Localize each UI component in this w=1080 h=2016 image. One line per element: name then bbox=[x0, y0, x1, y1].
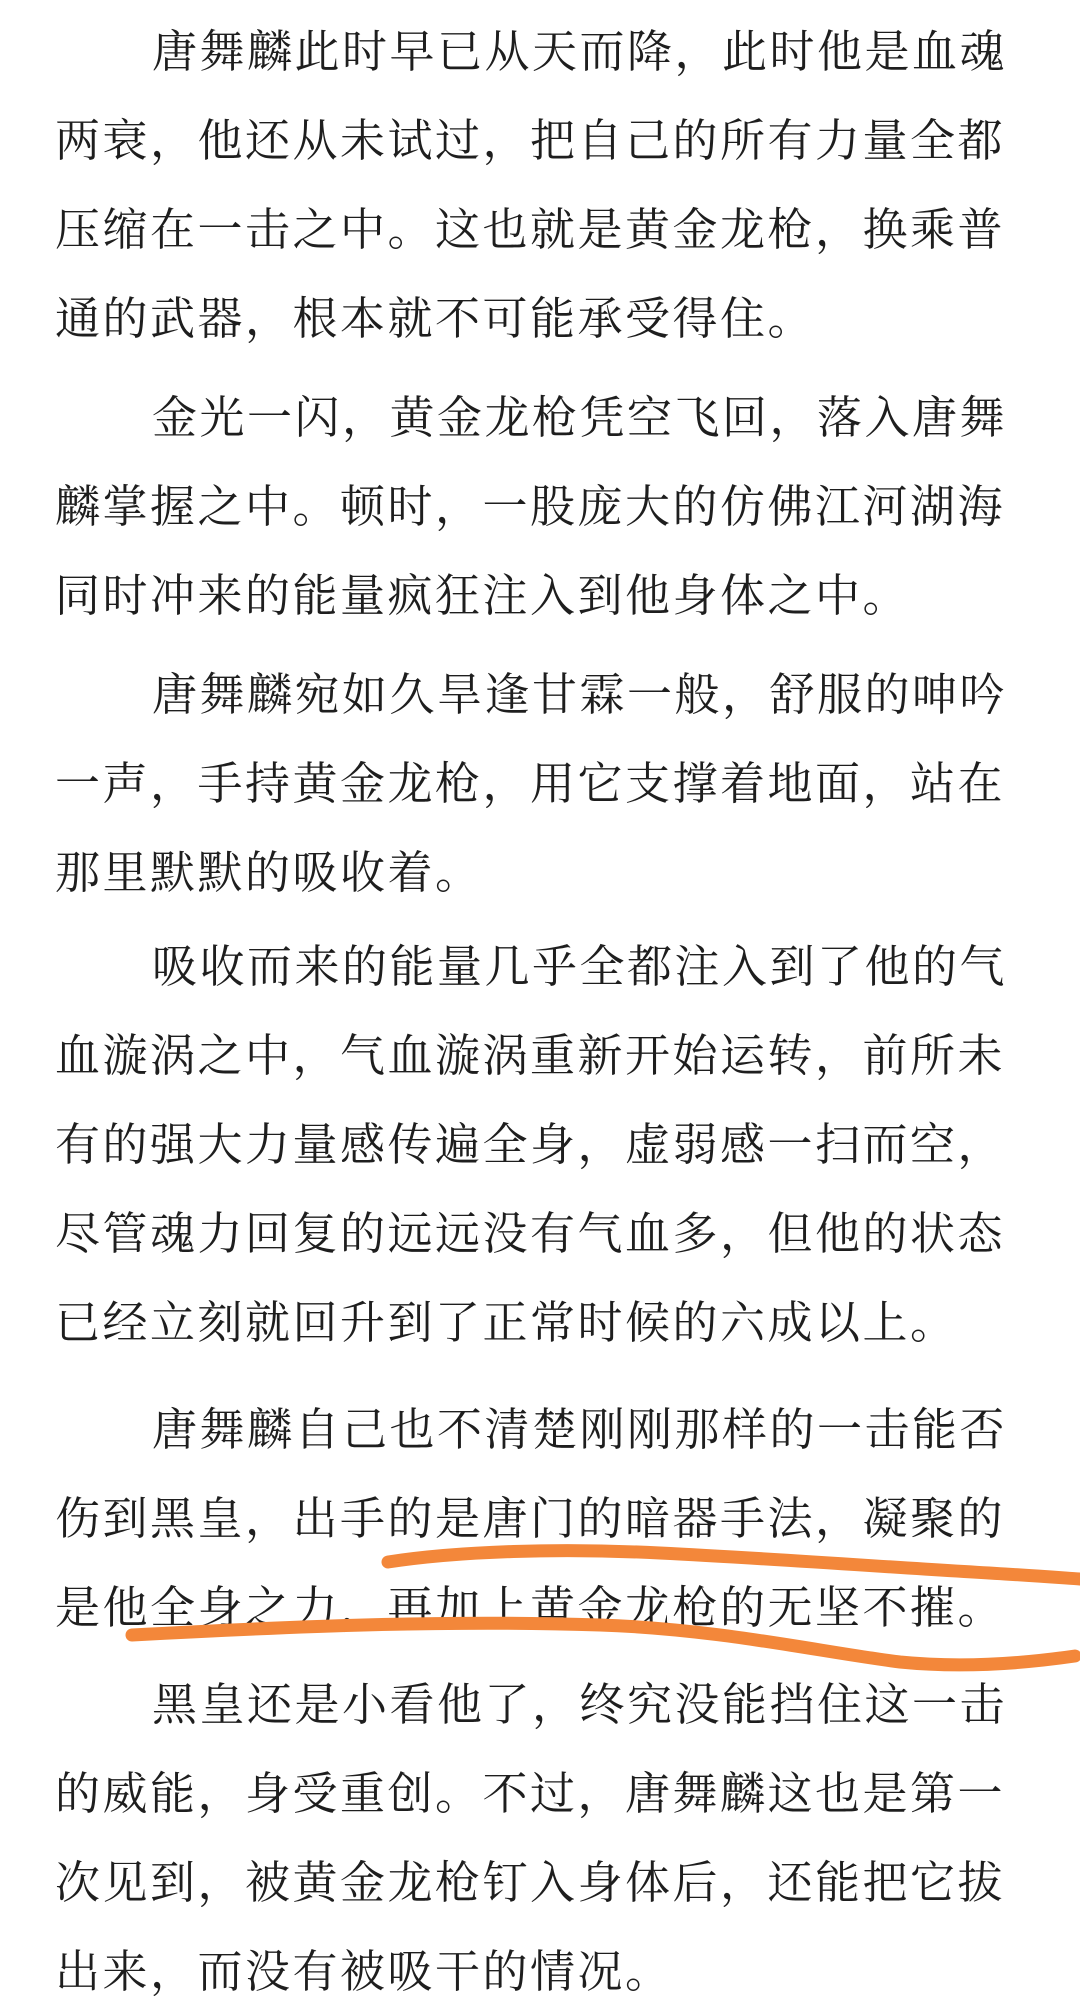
paragraph-4 bbox=[55, 922, 1025, 1367]
text-line: 通的武器，根本就不可能承受得住。 bbox=[55, 292, 816, 345]
text-line: 黑皇还是小看他了，终究没能挡住这一击 bbox=[152, 1678, 1008, 1731]
text-line: 有的强大力量感传遍全身，虚弱感一扫而空， bbox=[55, 1118, 1006, 1171]
text-line: 是他全身之力，再加上黄金龙枪的无坚不摧。 bbox=[55, 1581, 1006, 1634]
paragraph-3 bbox=[55, 650, 1025, 917]
paragraph-6 bbox=[55, 1660, 1025, 2016]
text-line: 金光一闪，黄金龙枪凭空飞回，落入唐舞 bbox=[152, 391, 1008, 444]
text-line: 伤到黑皇，出手的是唐门的暗器手法，凝聚的 bbox=[55, 1492, 1006, 1545]
text-line: 麟掌握之中。顿时，一股庞大的仿佛江河湖海 bbox=[55, 480, 1006, 533]
paragraph-5 bbox=[55, 1385, 1025, 1652]
text-line: 同时冲来的能量疯狂注入到他身体之中。 bbox=[55, 569, 911, 622]
text-line: 唐舞麟自己也不清楚刚刚那样的一击能否 bbox=[152, 1403, 1008, 1456]
text-line: 吸收而来的能量几乎全都注入到了他的气 bbox=[152, 940, 1008, 993]
text-line: 压缩在一击之中。这也就是黄金龙枪，换乘普 bbox=[55, 203, 1006, 256]
paragraph-2 bbox=[55, 373, 1025, 640]
paragraph-1 bbox=[55, 7, 1025, 363]
text-line: 唐舞麟此时早已从天而降，此时他是血魂 bbox=[152, 25, 1008, 78]
text-line: 那里默默的吸收着。 bbox=[55, 846, 483, 899]
text-line: 尽管魂力回复的远远没有气血多，但他的状态 bbox=[55, 1207, 1006, 1260]
text-line: 次见到，被黄金龙枪钉入身体后，还能把它拔 bbox=[55, 1856, 1006, 1909]
text-line: 已经立刻就回升到了正常时候的六成以上。 bbox=[55, 1296, 958, 1349]
text-line: 唐舞麟宛如久旱逢甘霖一般，舒服的呻吟 bbox=[152, 668, 1008, 721]
text-line: 两衰，他还从未试过，把自己的所有力量全都 bbox=[55, 114, 1006, 167]
text-line: 出来，而没有被吸干的情况。 bbox=[55, 1945, 673, 1998]
text-line: 血漩涡之中，气血漩涡重新开始运转，前所未 bbox=[55, 1029, 1006, 1082]
text-line: 的威能，身受重创。不过，唐舞麟这也是第一 bbox=[55, 1767, 1006, 1820]
text-line: 一声，手持黄金龙枪，用它支撑着地面，站在 bbox=[55, 757, 1006, 810]
